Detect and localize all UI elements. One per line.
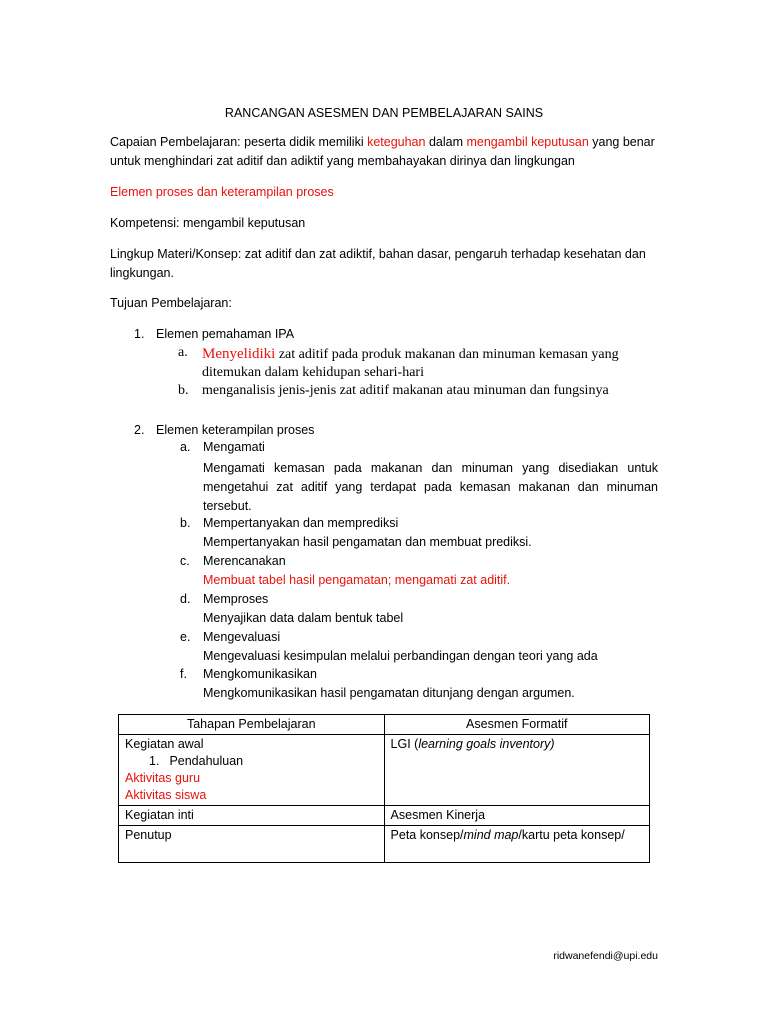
elemen-proses-heading: Elemen proses dan keterampilan proses <box>110 185 334 199</box>
table-cell-asesmen-kinerja: Asesmen Kinerja <box>384 806 649 826</box>
kompetensi-line: Kompetensi: mengambil keputusan <box>110 216 306 230</box>
skill-d-heading: Memproses <box>203 592 269 606</box>
table-cell-peta-konsep <box>384 826 649 863</box>
aktivitas-guru: Aktivitas guru <box>125 771 201 785</box>
footer-email: ridwanefendi@upi.edu <box>553 950 658 962</box>
skill-f-heading: Mengkomunikasikan <box>203 667 317 681</box>
table-row <box>119 826 650 863</box>
learning-stages-table <box>118 714 650 863</box>
skill-e-desc: Mengevaluasi kesimpulan melalui perbandingan dengan teori yang ada <box>203 649 598 663</box>
pendahuluan-number: 1. <box>149 754 160 768</box>
table-row <box>119 806 650 826</box>
skill-c-desc: Membuat tabel hasil pengamatan; mengamati zat aditif. <box>203 573 511 587</box>
section1-a-text <box>202 345 658 382</box>
table-cell-kegiatan-inti: Kegiatan inti <box>119 806 385 826</box>
lingkup-paragraph: Lingkup Materi/Konsep: zat aditif dan zat adiktif, bahan dasar, pengaruh terhadap kesehatan dan lingkungan. <box>110 247 646 280</box>
lgi-prefix: LGI ( <box>390 737 419 751</box>
section1-a-keyword: Menyelidiki <box>202 346 276 362</box>
section1-title: Elemen pemahaman IPA <box>156 327 295 341</box>
document-title: RANCANGAN ASESMEN DAN PEMBELAJARAN SAINS <box>224 106 544 120</box>
lgi-italic: learning goals inventory) <box>418 737 555 751</box>
capaian-keyword-keteguhan: keteguhan <box>367 135 426 149</box>
table-header-asesmen: Asesmen Formatif <box>384 715 649 735</box>
skill-d-marker: d. <box>180 592 191 606</box>
skill-b-marker: b. <box>180 516 191 530</box>
tujuan-heading: Tujuan Pembelajaran: <box>110 296 232 310</box>
table-cell-penutup: Penutup <box>119 826 385 863</box>
capaian-keyword-keputusan: mengambil keputusan <box>466 135 589 149</box>
section1-a-marker: a. <box>178 345 188 360</box>
peta-suffix: /kartu peta konsep/ <box>518 828 625 842</box>
section1-b-marker: b. <box>178 383 189 398</box>
table-cell-lgi <box>384 735 649 806</box>
skill-e-heading: Mengevaluasi <box>203 630 281 644</box>
capaian-prefix: Capaian Pembelajaran: peserta didik memiliki <box>110 135 368 149</box>
skill-a-marker: a. <box>180 440 191 454</box>
pendahuluan-item <box>125 753 378 770</box>
table-cell-kegiatan-awal <box>119 735 385 806</box>
capaian-paragraph <box>110 133 658 171</box>
table-header-tahapan: Tahapan Pembelajaran <box>119 715 385 735</box>
peta-italic: mind map <box>463 828 519 842</box>
skill-c-marker: c. <box>180 554 190 568</box>
pendahuluan-label: Pendahuluan <box>169 754 244 768</box>
skill-a-heading: Mengamati <box>203 440 265 454</box>
skill-f-marker: f. <box>180 667 187 681</box>
skill-e-marker: e. <box>180 630 191 644</box>
capaian-mid: dalam <box>425 135 467 149</box>
table-row <box>119 735 650 806</box>
aktivitas-siswa: Aktivitas siswa <box>125 788 207 802</box>
skill-b-heading: Mempertanyakan dan memprediksi <box>203 516 399 530</box>
kegiatan-awal-title: Kegiatan awal <box>125 737 204 751</box>
table-header-row <box>119 715 650 735</box>
skill-c-heading: Merencanakan <box>203 554 286 568</box>
peta-prefix: Peta konsep/ <box>390 828 464 842</box>
skill-d-desc: Menyajikan data dalam bentuk tabel <box>203 611 404 625</box>
section1-b-text: menganalisis jenis-jenis zat aditif makanan atau minuman dan fungsinya <box>202 383 609 398</box>
section1-number: 1. <box>134 327 145 341</box>
skill-b-desc: Mempertanyakan hasil pengamatan dan membuat prediksi. <box>203 535 532 549</box>
capaian-suffix: yang benar untuk menghindari zat aditif dan adiktif yang membahayakan dirinya dan lingkungan <box>110 135 655 168</box>
section1-a-rest: zat aditif pada produk makanan dan minuman kemasan yang ditemukan dalam kehidupan sehari-hari <box>202 347 619 380</box>
section2-title: Elemen keterampilan proses <box>156 423 315 437</box>
skill-a-desc: Mengamati kemasan pada makanan dan minuman yang disediakan untuk mengetahui zat aditif yang terdapat pada kemasan makanan dan minuman tersebut. <box>203 461 658 513</box>
section2-number: 2. <box>134 423 145 437</box>
skill-f-desc: Mengkomunikasikan hasil pengamatan ditunjang dengan argumen. <box>203 686 575 700</box>
